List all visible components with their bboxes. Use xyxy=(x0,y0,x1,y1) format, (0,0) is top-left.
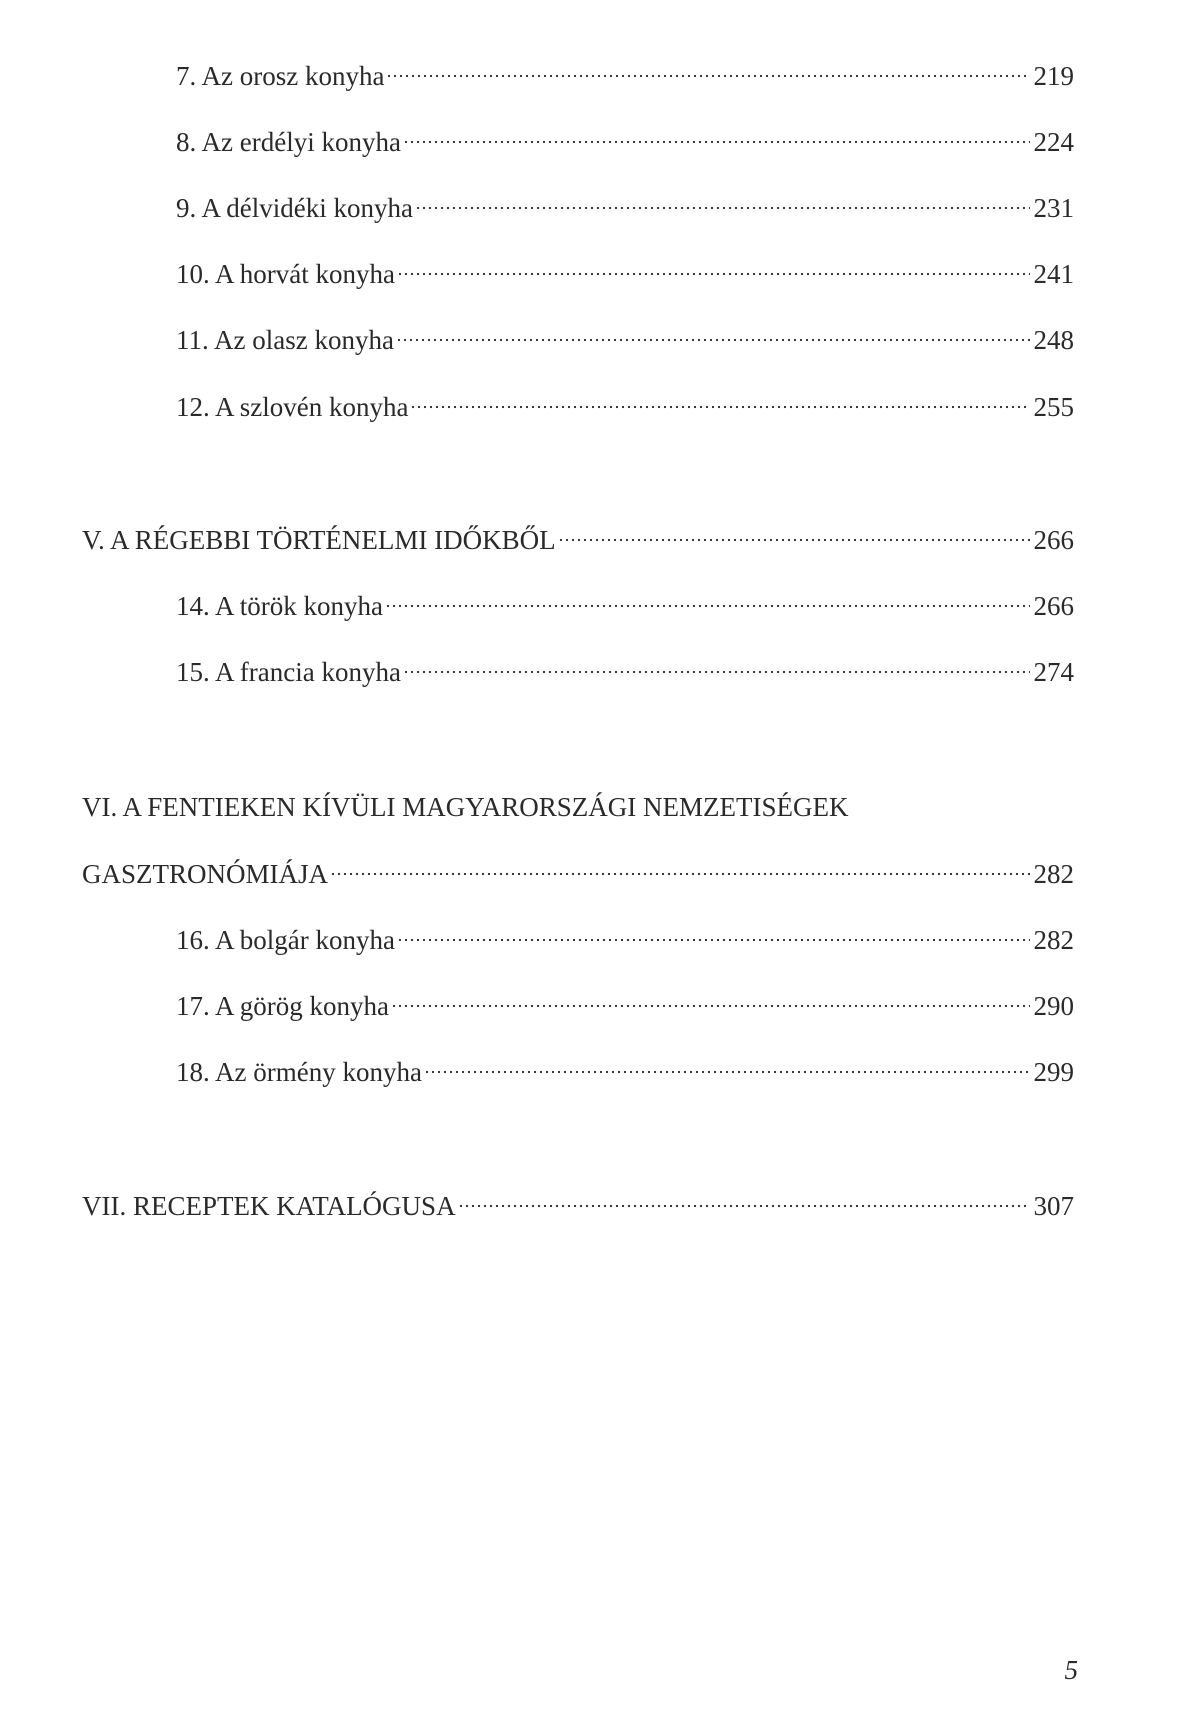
toc-section-heading xyxy=(82,522,1074,558)
toc-entry-label: 15. A francia konyha xyxy=(176,657,401,687)
toc-entry xyxy=(176,190,1074,226)
toc-entry-label: 17. A görög konyha xyxy=(176,991,389,1021)
toc-entry-label: 12. A szlovén konyha xyxy=(176,392,409,422)
dot-leader xyxy=(330,871,1029,877)
toc-entry-label: 9. A délvidéki konyha xyxy=(176,193,413,223)
toc-entry-label: 14. A török konyha xyxy=(176,591,383,621)
dot-leader xyxy=(558,537,1030,543)
toc-entry xyxy=(176,124,1074,160)
toc-entry-page: 299 xyxy=(1033,1057,1074,1087)
toc-section-page: 307 xyxy=(1033,1191,1074,1221)
toc-entry-label: 8. Az erdélyi konyha xyxy=(176,127,401,157)
toc-entry-page: 241 xyxy=(1033,259,1074,289)
toc-entry-page: 248 xyxy=(1033,325,1074,355)
dot-leader xyxy=(385,603,1030,609)
toc-entry-page: 219 xyxy=(1033,61,1074,91)
toc-entry-page: 231 xyxy=(1033,193,1074,223)
toc-entry-label: 16. A bolgár konyha xyxy=(176,925,395,955)
toc-entry-page: 282 xyxy=(1033,925,1074,955)
toc-entry xyxy=(176,988,1074,1024)
toc-section-page: 282 xyxy=(1033,859,1074,889)
dot-leader xyxy=(415,205,1030,211)
toc-section-heading-line1: VI. A FENTIEKEN KÍVÜLI MAGYARORSZÁGI NEMZETISÉGEK xyxy=(82,792,849,822)
toc-entry-label: 10. A horvát konyha xyxy=(176,259,395,289)
dot-leader xyxy=(410,404,1029,410)
toc-entry xyxy=(176,588,1074,624)
toc-entry-page: 224 xyxy=(1033,127,1074,157)
toc-entry-page: 274 xyxy=(1033,657,1074,687)
toc-entry-label: 7. Az orosz konyha xyxy=(176,61,385,91)
toc-entry-page: 255 xyxy=(1033,392,1074,422)
toc-section-label: V. A RÉGEBBI TÖRTÉNELMI IDŐKBŐL xyxy=(82,525,556,555)
toc-entry-page: 290 xyxy=(1033,991,1074,1021)
toc-entry xyxy=(176,58,1074,94)
dot-leader xyxy=(397,937,1030,943)
toc-entry-label: 18. Az örmény konyha xyxy=(176,1057,422,1087)
toc-section-heading xyxy=(82,1188,1074,1224)
dot-leader xyxy=(386,73,1029,79)
dot-leader xyxy=(403,669,1030,675)
toc-entry-page: 266 xyxy=(1033,591,1074,621)
toc-entry xyxy=(176,1054,1074,1090)
dot-leader xyxy=(403,139,1030,145)
toc-section-page: 266 xyxy=(1033,525,1074,555)
toc-entry xyxy=(176,389,1074,425)
toc-entry-label: 11. Az olasz konyha xyxy=(176,325,394,355)
toc-entry xyxy=(176,922,1074,958)
dot-leader xyxy=(396,337,1030,343)
toc-section-label: GASZTRONÓMIÁJA xyxy=(82,859,329,889)
dot-leader xyxy=(391,1003,1030,1009)
dot-leader xyxy=(397,271,1030,277)
dot-leader xyxy=(458,1203,1030,1209)
page-number: 5 xyxy=(1064,1655,1078,1685)
toc-entry xyxy=(176,322,1074,358)
toc-section-label: VII. RECEPTEK KATALÓGUSA xyxy=(82,1191,456,1221)
toc-entry xyxy=(176,256,1074,292)
toc-entry xyxy=(176,654,1074,690)
dot-leader xyxy=(424,1069,1030,1075)
toc-section-heading xyxy=(82,856,1074,892)
